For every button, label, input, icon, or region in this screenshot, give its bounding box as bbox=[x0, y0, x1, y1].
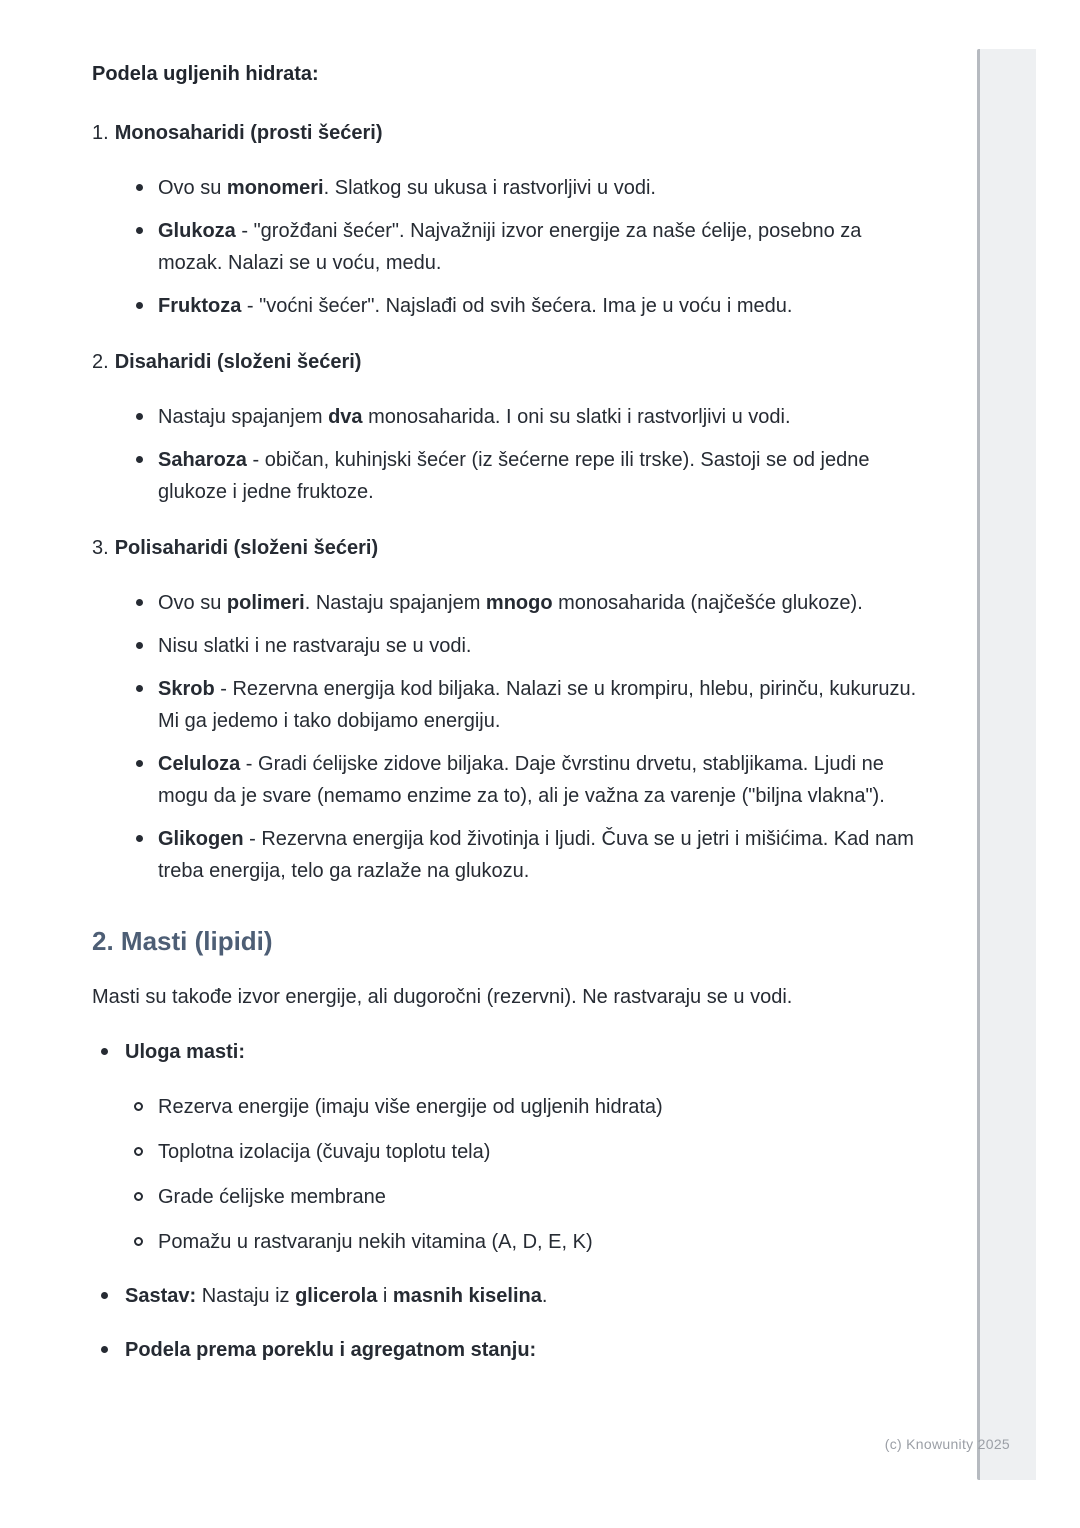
bold-run: Glikogen bbox=[158, 828, 244, 850]
text-run: Grade ćelijske membrane bbox=[158, 1186, 386, 1208]
text-run: - običan, kuhinjski šećer (iz šećerne repe ili trske). Sastoji se od jedne glukoze i jedne fruktoze. bbox=[158, 449, 870, 503]
bold-run: masnih kiselina bbox=[392, 1285, 542, 1307]
bold-run: Podela prema poreklu i agregatnom stanju: bbox=[125, 1339, 537, 1361]
bold-run: polimeri bbox=[226, 592, 305, 614]
text-run: monosaharida (najčešće glukoze). bbox=[552, 592, 863, 614]
masti-section-heading: 2. Masti (lipidi) bbox=[92, 926, 273, 956]
text-run: Toplotna izolacija (čuvaju toplotu tela) bbox=[158, 1141, 491, 1163]
list-item bbox=[158, 290, 922, 322]
section-title: Disaharidi (složeni šećeri) bbox=[114, 351, 362, 373]
list-item bbox=[158, 444, 922, 508]
text-run: i bbox=[377, 1285, 393, 1307]
bold-run: dva bbox=[328, 406, 363, 428]
bold-run: Skrob bbox=[158, 678, 215, 700]
bold-run: glicerola bbox=[295, 1285, 378, 1307]
text-run: . bbox=[541, 1285, 548, 1307]
list-item bbox=[158, 172, 922, 204]
item-number: 2. bbox=[92, 351, 109, 373]
bold-run: mnogo bbox=[485, 592, 553, 614]
list-item bbox=[125, 1334, 922, 1366]
item-number: 1. bbox=[92, 122, 109, 144]
carbohydrates-numbered-list bbox=[92, 117, 922, 887]
list-item bbox=[158, 673, 922, 737]
copyright-watermark: (c) Knowunity 2025 bbox=[884, 1436, 1010, 1452]
text-run: - Rezervna energija kod biljaka. Nalazi se u krompiru, hlebu, pirinču, kukuruzu. Mi ga jedemo i tako dobijamo energiju. bbox=[158, 678, 917, 732]
text-run: Ovo su bbox=[158, 177, 227, 199]
text-run: Rezerva energije (imaju više energije od ugljenih hidrata) bbox=[158, 1096, 663, 1118]
text-run: - Gradi ćelijske zidove biljaka. Daje čvrstinu drvetu, stabljikama. Ljudi ne mogu da je svare (nemamo enzime za to), ali je važna za varenje ("biljna vlakna"). bbox=[158, 753, 885, 807]
text-run: monosaharida. I oni su slatki i rastvorljivi u vodi. bbox=[362, 406, 791, 428]
bold-run: monomeri bbox=[226, 177, 324, 199]
text-run: Nastaju iz bbox=[196, 1285, 296, 1307]
text-run: Ovo su bbox=[158, 592, 227, 614]
text-run: Nisu slatki i ne rastvaraju se u vodi. bbox=[158, 635, 472, 657]
text-run: - "voćni šećer". Najslađi od svih šećera. Ima je u voću i medu. bbox=[241, 295, 793, 317]
masti-bullet-list bbox=[92, 1036, 922, 1366]
text-run: - Rezervna energija kod životinja i ljudi. Čuva se u jetri i mišićima. Kad nam treba energija, telo ga razlaže na glukozu. bbox=[158, 828, 914, 882]
page-edge-gutter bbox=[977, 49, 1036, 1480]
doc-title: Podela ugljenih hidrata: bbox=[92, 63, 319, 85]
sub-list-item bbox=[158, 1226, 922, 1258]
sub-list-item bbox=[158, 1091, 922, 1123]
bullet-list bbox=[92, 172, 922, 322]
numbered-section bbox=[92, 532, 922, 887]
numbered-section bbox=[92, 346, 922, 508]
bold-run: Saharoza bbox=[158, 449, 247, 471]
list-item bbox=[125, 1280, 922, 1312]
bullet-list bbox=[92, 587, 922, 887]
list-item bbox=[158, 823, 922, 887]
bold-run: Glukoza bbox=[158, 220, 236, 242]
section-title: Polisaharidi (složeni šećeri) bbox=[114, 537, 379, 559]
sub-list-item bbox=[158, 1181, 922, 1213]
item-number: 3. bbox=[92, 537, 109, 559]
text-run: . Slatkog su ukusa i rastvorljivi u vodi. bbox=[323, 177, 656, 199]
list-item bbox=[158, 215, 922, 279]
section-title: Monosaharidi (prosti šećeri) bbox=[114, 122, 383, 144]
text-run: . Nastaju spajanjem bbox=[304, 592, 486, 614]
list-item bbox=[158, 401, 922, 433]
sub-bullet-list bbox=[125, 1091, 922, 1258]
bold-run: Uloga masti: bbox=[125, 1041, 246, 1063]
list-item bbox=[158, 587, 922, 619]
list-item bbox=[125, 1036, 922, 1258]
sub-list-item bbox=[158, 1136, 922, 1168]
bullet-list bbox=[92, 401, 922, 508]
list-item bbox=[158, 630, 922, 662]
text-run: Nastaju spajanjem bbox=[158, 406, 329, 428]
numbered-section bbox=[92, 117, 922, 322]
bold-run: Sastav: bbox=[125, 1285, 197, 1307]
bold-run: Celuloza bbox=[158, 753, 241, 775]
list-item bbox=[158, 748, 922, 812]
document-page bbox=[92, 58, 922, 1366]
masti-intro-paragraph: Masti su takođe izvor energije, ali dugoročni (rezervni). Ne rastvaraju se u vodi. bbox=[92, 986, 793, 1008]
text-run: Pomažu u rastvaranju nekih vitamina (A, D, E, K) bbox=[158, 1231, 593, 1253]
text-run: - "grožđani šećer". Najvažniji izvor energije za naše ćelije, posebno za mozak. Nalazi se u voću, medu. bbox=[158, 220, 862, 274]
bold-run: Fruktoza bbox=[158, 295, 242, 317]
